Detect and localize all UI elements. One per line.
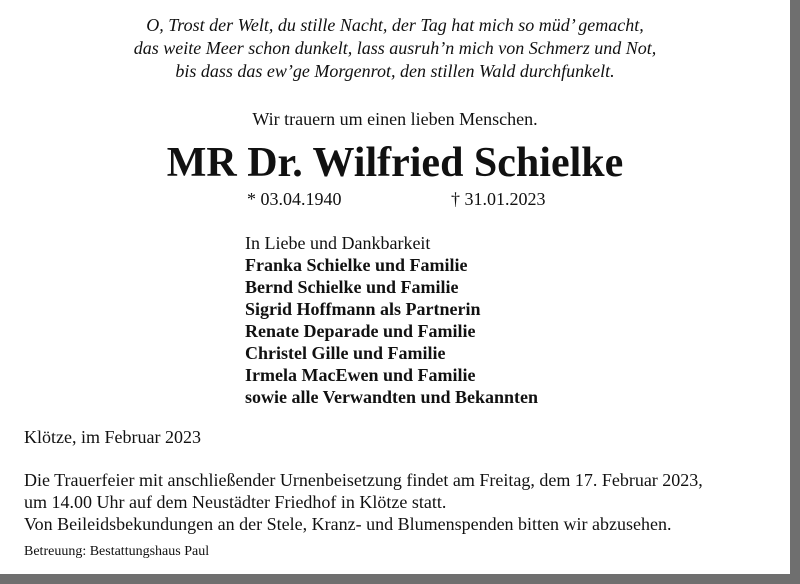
- poem-line: bis dass das ew’ge Morgenrot, den stillen Wald durchfunkelt.: [175, 61, 615, 81]
- poem-line: O, Trost der Welt, du stille Nacht, der Tag hat mich so müd’ gemacht,: [146, 15, 644, 35]
- poem: [0, 14, 790, 83]
- poem-line: das weite Meer schon dunkelt, lass ausruh’n mich von Schmerz und Not,: [133, 38, 657, 58]
- notice-line: Von Beileidsbekundungen an der Stele, Kranz- und Blumenspenden bitten wir abzusehen.: [24, 514, 672, 534]
- mourner-entry: Renate Deparade und Familie: [245, 321, 476, 341]
- death-date: † 31.01.2023: [451, 189, 546, 209]
- place-and-date: Klötze, im Februar 2023: [24, 427, 201, 447]
- funeral-home-credit: Betreuung: Bestattungshaus Paul: [24, 544, 210, 559]
- mourner-entry: Sigrid Hoffmann als Partnerin: [245, 299, 481, 319]
- funeral-notice: [24, 469, 703, 535]
- mourner-entry: sowie alle Verwandten und Bekannten: [245, 387, 539, 407]
- notice-line: Die Trauerfeier mit anschließender Urnenbeisetzung findet am Freitag, dem 17. Februar 2023,: [24, 470, 703, 490]
- mourner-entry: Bernd Schielke und Familie: [245, 277, 459, 297]
- intro-text: Wir trauern um einen lieben Menschen.: [252, 109, 538, 129]
- mourners-list: [245, 232, 538, 408]
- deceased-name: MR Dr. Wilfried Schielke: [166, 140, 624, 186]
- notice-line: um 14.00 Uhr auf dem Neustädter Friedhof in Klötze statt.: [24, 492, 447, 512]
- mourners-heading: In Liebe und Dankbarkeit: [245, 233, 431, 253]
- birth-date: * 03.04.1940: [247, 189, 342, 209]
- mourner-entry: Irmela MacEwen und Familie: [245, 365, 476, 385]
- mourner-entry: Franka Schielke und Familie: [245, 255, 468, 275]
- mourner-entry: Christel Gille und Familie: [245, 343, 446, 363]
